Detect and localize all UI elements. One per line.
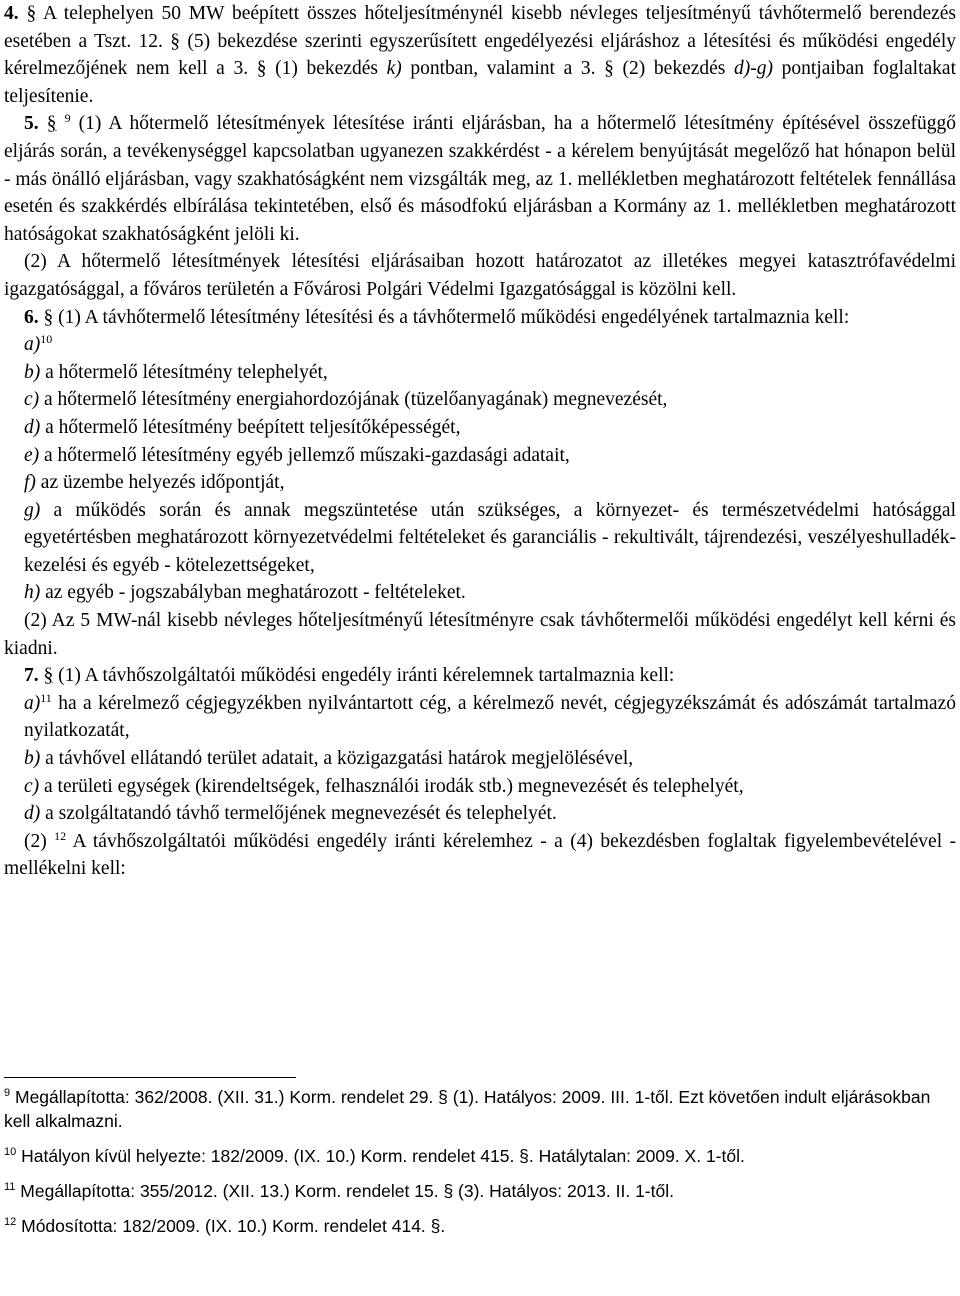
item-text: a hőtermelő létesítmény energiahordozójának (tüzelőanyagának) megnevezését, [39,389,668,411]
item-label: e) [24,444,40,466]
footnote [4,1179,956,1203]
footnote-text: Megállapította: 362/2008. (XII. 31.) Korm. rendelet 29. § (1). Hatályos: 2009. III. 1-től. Ezt követően indult eljárásokban kell alkalmazni. [4,1087,931,1131]
item-label: d) [24,416,41,438]
section-5-paragraph-2: (2) A hőtermelő létesítmények létesítési eljárásaiban hozott határozatot az illetékes megyei katasztrófavédelmi igazgatósággal, a főváros területén a Fővárosi Polgári Védelmi Igazgatósággal is közölni kell. [4,251,956,300]
footnote-text: Megállapította: 355/2012. (XII. 13.) Korm. rendelet 15. § (3). Hatályos: 2013. II. 1-től. [15,1181,674,1201]
item-text: a hőtermelő létesítmény egyéb jellemző műszaki-gazdasági adatait, [39,444,570,466]
list-item [4,579,956,607]
section-7-paragraph-2: (2) $^{12}$ A távhőszolgáltatói működési engedély iránti kérelemhez - a (4) bekezdésben foglaltak figyelembevételével - mellékelni kell: [4,828,957,880]
section-7-paragraph-1: 7. § (1) A távhőszolgáltatói működési engedély iránti kérelemnek tartalmaznia kell: [24,665,675,687]
section-6-paragraph-1: 6. § (1) A távhőtermelő létesítmény létesítési és a távhőtermelő működési engedélyének tartalmaznia kell: [24,306,850,328]
section-sign-link[interactable]: § [43,306,54,328]
main-text [4,0,956,883]
item-text: a szolgáltatandó távhő termelőjének megnevezését és telephelyét. [40,803,557,825]
section-6-item-list [4,331,956,607]
list-item [4,773,956,801]
item-text: a hőtermelő létesítmény telephelyét, [40,361,328,383]
item-text: az egyéb - jogszabályban meghatározott - feltételeket. [40,582,466,604]
item-label: a) [24,692,41,714]
section-5-paragraph-1: 5. § $^9$ (1) A hőtermelő létesítmények létesítése iránti eljárásban, ha a hőtermelő létesítmény építésével összefüggő eljárás során, a tevékenységgel kapcsolatban ugyanezen szakkérdést - a kérelem benyújtását megelőző hat hónapon belül - más önálló eljárásban, vagy szakhatóságként nem vizsgálták meg, az 1. mellékletben meghatározott feltételek fennállása esetén és szakkérdés elbírálása tekintetében, első és másodfokú eljárásban a Kormány az 1. mellékletben meghatározott hatóságokat szakhatóságként jelöli ki. [4,111,956,245]
item-label: h) [24,582,41,604]
section-7-item-list [4,690,956,828]
item-text: a működés során és annak megszüntetése után szükséges, a környezet- és természetvédelmi hatósággal egyetértésben meghatározott környezetvédelmi feltételeket és garanciális - rekultivált, tájrendezési, veszélyeshulladék-kezelési és egyéb - kötelezettségeket, [24,499,956,576]
section-sign-link[interactable]: § [26,3,37,24]
footnote-number: 9 [4,1087,11,1099]
list-item [4,745,956,773]
footnote-ref[interactable]: 10 [40,332,53,347]
footnote-ref[interactable]: 9 [64,111,71,126]
item-label: d) [24,803,41,825]
list-item [4,469,956,497]
list-item [4,386,956,414]
item-text: a távhővel ellátandó terület adatait, a közigazgatási határok megjelölésével, [40,748,634,770]
footnote [4,1144,956,1168]
footnote-number: 10 [4,1146,17,1158]
list-item [4,690,956,745]
footnote-text: Hatályon kívül helyezte: 182/2009. (IX. 10.) Korm. rendelet 415. §. Hatálytalan: 2009. X. 1-től. [16,1146,745,1166]
item-label: c) [24,389,40,411]
footnotes [4,1085,956,1249]
section-sign-link[interactable]: § [46,113,57,135]
list-item [4,414,956,442]
list-item [4,359,956,387]
footnote-text: Módosította: 182/2009. (IX. 10.) Korm. rendelet 414. §. [16,1216,446,1236]
footnote [4,1085,956,1133]
section-number: 6. [24,306,39,328]
item-label: g) [24,499,41,521]
list-item [4,800,956,828]
item-label: b) [24,748,41,770]
footnote-number: 11 [4,1181,16,1193]
list-item [4,331,956,359]
footnote-ref[interactable]: 11 [40,690,52,705]
section-4: 4. § A telephelyen 50 MW beépített összes hőteljesítménynél kisebb névleges teljesítményű távhőtermelő berendezés esetében a Tszt. 12. § (5) bekezdése szerinti egyszerűsített engedélyezési eljáráshoz a létesítési és működési engedély kérelmezőjének nem kell a 3. § (1) bekezdés k) pontban, valamint a 3. § (2) bekezdés d)-g) pontjaiban foglaltakat teljesítenie. [4,3,956,107]
item-label: f) [24,472,36,494]
item-label: a) [24,334,41,356]
footnote [4,1214,956,1238]
footnote-ref[interactable]: 12 [54,828,67,843]
section-6-paragraph-2: (2) Az 5 MW-nál kisebb névleges hőteljesítményű létesítményre csak távhőtermelői működési engedélyt kell kérni és kiadni. [4,610,956,659]
item-label: b) [24,361,41,383]
item-text: az üzembe helyezés időpontját, [35,472,285,494]
section-number: 4. [4,3,19,24]
item-label: c) [24,775,40,797]
footnote-number: 12 [4,1216,17,1228]
item-text: a hőtermelő létesítmény beépített teljesítőképességét, [40,416,461,438]
item-text: a területi egységek (kirendeltségek, felhasználói irodák stb.) megnevezését és telephelyét, [39,775,744,797]
section-number: 5. [24,113,39,135]
footnote-divider [4,1077,296,1078]
section-number: 7. [24,665,39,687]
list-item [4,442,956,470]
item-text: ha a kérelmező cégjegyzékben nyilvántartott cég, a kérelmező nevét, cégjegyzékszámát és adószámát tartalmazó nyilatkozatát, [24,692,956,742]
list-item [4,497,956,580]
section-sign-link[interactable]: § [43,665,54,687]
